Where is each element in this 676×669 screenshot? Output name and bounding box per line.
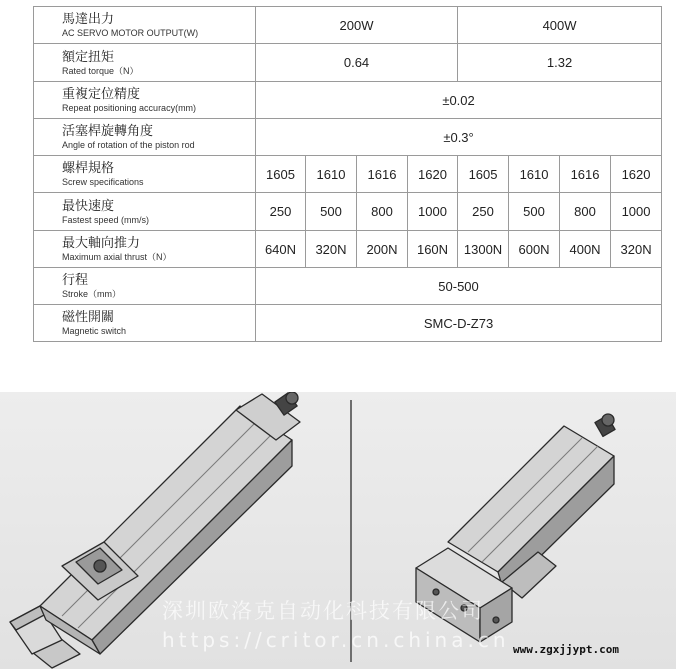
spec-row-repeat-accuracy (34, 82, 662, 119)
row-label (34, 231, 256, 268)
row-label (34, 305, 256, 342)
row-label (34, 156, 256, 193)
value-cell: 50-500 (256, 268, 662, 305)
label-en: Screw specifications (62, 177, 144, 187)
value-cell: 1620 (408, 156, 458, 193)
value-cell: 250 (256, 193, 306, 231)
row-label (34, 82, 256, 119)
spec-row-fastest-speed (34, 193, 662, 231)
label-zh: 螺桿規格 (62, 160, 115, 175)
value-cell: 1605 (458, 156, 509, 193)
value-cell: ±0.02 (256, 82, 662, 119)
row-label (34, 44, 256, 82)
value-cell: 1000 (611, 193, 662, 231)
spec-row-screw-spec (34, 156, 662, 193)
row-label (34, 193, 256, 231)
label-en: Repeat positioning accuracy(mm) (62, 103, 197, 113)
value-cell: 1605 (256, 156, 306, 193)
value-cell: 1000 (408, 193, 458, 231)
value-cell: SMC-D-Z73 (256, 305, 662, 342)
value-cell: 200N (357, 231, 408, 268)
row-label (34, 7, 256, 44)
value-cell: 250 (458, 193, 509, 231)
row-label (34, 268, 256, 305)
value-cell: 1620 (611, 156, 662, 193)
value-cell: 1616 (357, 156, 408, 193)
watermark-url: https://critor.cn.china.cn (162, 628, 510, 652)
value-cell: 200W (256, 7, 458, 44)
spec-table (33, 6, 662, 342)
value-cell: ±0.3° (256, 119, 662, 156)
value-cell: 1610 (509, 156, 560, 193)
value-cell: 500 (306, 193, 357, 231)
spec-row-rated-torque (34, 44, 662, 82)
spec-row-stroke (34, 268, 662, 305)
value-cell: 800 (357, 193, 408, 231)
value-cell: 800 (560, 193, 611, 231)
label-en: Fastest speed (mm/s) (62, 214, 150, 225)
label-zh: 馬達出力 (62, 11, 115, 26)
label-en: Maximum axial thrust（N） (62, 252, 172, 262)
spec-row-rotation-angle (34, 119, 662, 156)
value-cell: 1610 (306, 156, 357, 193)
value-cell: 400W (458, 7, 662, 44)
spec-row-axial-thrust (34, 231, 662, 268)
watermark-site: www.zgxjjypt.com (513, 643, 619, 656)
value-cell: 600N (509, 231, 560, 268)
value-cell: 400N (560, 231, 611, 268)
value-cell: 0.64 (256, 44, 458, 82)
watermark-company: 深圳欧洛克自动化科技有限公司 (162, 599, 484, 623)
value-cell: 320N (306, 231, 357, 268)
product-photo-area (0, 392, 676, 669)
label-zh: 最大軸向推力 (62, 235, 141, 250)
label-en: AC SERVO MOTOR OUTPUT(W) (62, 28, 199, 38)
value-cell: 160N (408, 231, 458, 268)
label-en: Magnetic switch (62, 326, 127, 336)
value-cell: 500 (509, 193, 560, 231)
spec-row-motor-output (34, 7, 662, 44)
label-en: Rated torque（N） (62, 65, 139, 76)
value-cell: 1300N (458, 231, 509, 268)
label-en: Angle of rotation of the piston rod (62, 140, 195, 150)
value-cell: 1.32 (458, 44, 662, 82)
label-zh: 磁性開關 (62, 309, 115, 324)
value-cell: 1616 (560, 156, 611, 193)
label-en: Stroke（mm） (62, 289, 122, 299)
label-zh: 最快速度 (62, 197, 115, 213)
label-zh: 額定扭矩 (62, 48, 115, 64)
value-cell: 640N (256, 231, 306, 268)
spec-row-magnetic-switch (34, 305, 662, 342)
row-label (34, 119, 256, 156)
label-zh: 行程 (62, 272, 89, 287)
label-zh: 重複定位精度 (62, 86, 141, 101)
value-cell: 320N (611, 231, 662, 268)
label-zh: 活塞桿旋轉角度 (62, 123, 154, 138)
